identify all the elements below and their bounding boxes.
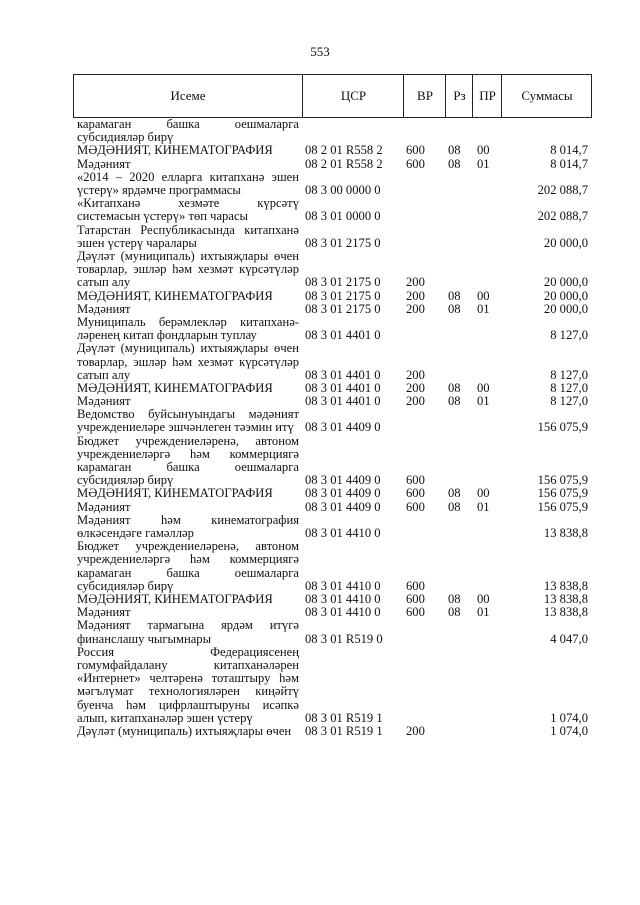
row-sum: 1 074,0 — [550, 723, 588, 738]
row-vr: 600 — [406, 592, 425, 606]
row-csr: 08 3 01 R519 1 — [305, 710, 383, 725]
row-name-line: товарлар, эшләр һәм хезмәт күрсәтүләр — [77, 262, 299, 277]
row-name-line: буенча һәм цифрлаштыруны исәпкә — [77, 697, 299, 712]
row-name-line: Мәдәният — [77, 499, 131, 514]
row-vr: 200 — [406, 380, 425, 395]
row-name-line: Ведомство буйсынуындагы мәдәният — [77, 407, 299, 422]
table-row — [73, 725, 592, 738]
table-row — [73, 118, 592, 144]
row-csr: 08 3 01 4410 0 — [305, 578, 381, 593]
row-name-line: финанслашу чыгымнары — [77, 631, 212, 646]
row-pr: 01 — [477, 394, 490, 409]
row-name-line: Дәүләт (муниципаль) ихтыяҗлары өчен — [77, 341, 299, 356]
row-name-line: МӘДӘНИЯТ, КИНЕМАТОГРАФИЯ — [77, 143, 273, 158]
row-sum: 8 127,0 — [550, 367, 588, 382]
header-sum: Суммасы — [501, 75, 592, 117]
row-name-line: МӘДӘНИЯТ, КИНЕМАТОГРАФИЯ — [77, 592, 273, 607]
table-body — [73, 118, 592, 738]
row-name-line: Мәдәният — [77, 394, 131, 409]
row-name-line: Мәдәният — [77, 301, 131, 316]
row-name-line: Россия Федерациясенең — [77, 644, 299, 659]
row-csr: 08 3 01 2175 0 — [305, 235, 381, 250]
row-csr: 08 3 01 2175 0 — [305, 301, 381, 316]
row-vr: 600 — [406, 578, 425, 593]
row-sum: 156 075,9 — [537, 420, 588, 435]
table-row — [73, 303, 592, 316]
row-name-line: субсидияләр бирү — [77, 473, 174, 488]
row-name — [77, 197, 299, 223]
row-sum: 8 014,7 — [550, 156, 588, 171]
row-name-line: Мәдәният — [77, 156, 131, 171]
row-name — [77, 118, 299, 144]
table-row — [73, 487, 592, 500]
row-name — [77, 646, 299, 725]
row-pr: 01 — [477, 156, 490, 171]
header-csr: ЦСР — [302, 75, 404, 117]
row-sum: 13 838,8 — [543, 592, 588, 606]
row-name-line: өлкәсендәге гамәлләр — [77, 526, 194, 541]
row-rz: 08 — [448, 156, 461, 171]
row-name-line: карамаган башка оешмаларга — [77, 460, 299, 475]
table-row — [73, 158, 592, 171]
row-name-line: МӘДӘНИЯТ, КИНЕМАТОГРАФИЯ — [77, 288, 273, 303]
table-row — [73, 316, 592, 342]
row-sum: 202 088,7 — [537, 209, 588, 224]
row-vr: 600 — [406, 605, 425, 620]
table-row — [73, 197, 592, 223]
row-name — [77, 144, 299, 157]
header-rz: Рз — [445, 75, 473, 117]
row-sum: 13 838,8 — [543, 578, 588, 593]
row-sum: 156 075,9 — [537, 486, 588, 501]
row-name-line: Мәдәният тармагына ярдәм итүгә — [77, 618, 299, 633]
row-vr: 600 — [406, 499, 425, 514]
row-sum: 202 088,7 — [537, 182, 588, 197]
row-name-line: карамаган башка оешмаларга — [77, 565, 299, 580]
row-sum: 8 127,0 — [550, 380, 588, 395]
table-row — [73, 144, 592, 157]
row-csr: 08 3 01 4410 0 — [305, 526, 381, 541]
row-name-line: «Интернет» челтәренә тоташтыру һәм — [77, 671, 299, 686]
row-name-line: системасын үстерү» төп чарасы — [77, 209, 248, 224]
row-csr: 08 3 01 2175 0 — [305, 288, 381, 303]
row-name — [77, 619, 299, 645]
row-csr: 08 3 01 4401 0 — [305, 367, 381, 382]
row-vr: 600 — [406, 143, 425, 158]
row-sum: 20 000,0 — [543, 275, 588, 290]
row-name-line: товарлар, эшләр һәм хезмәт күрсәтүләр — [77, 354, 299, 369]
row-csr: 08 2 01 R558 2 — [305, 143, 383, 158]
row-sum: 13 838,8 — [543, 605, 588, 620]
row-name-line: «Китапханә хезмәте күрсәтү — [77, 196, 299, 211]
row-name — [77, 158, 299, 171]
row-name-line: мәгълүмат технологияләрен киңәйтү — [77, 684, 299, 699]
row-name — [77, 342, 299, 382]
row-rz: 08 — [448, 301, 461, 316]
row-sum: 4 047,0 — [550, 631, 588, 646]
row-vr: 200 — [406, 367, 425, 382]
row-sum: 20 000,0 — [543, 235, 588, 250]
row-name-line: үстерү» ярдәмче программасы — [77, 182, 241, 197]
row-name — [77, 540, 299, 593]
row-rz: 08 — [448, 143, 461, 158]
row-csr: 08 3 01 R519 0 — [305, 631, 383, 646]
row-name-line: Бюджет учреждениеләренә, автоном — [77, 539, 299, 554]
row-csr: 08 3 01 4410 0 — [305, 605, 381, 620]
row-name-line: ләренең китап фондларын туплау — [77, 328, 257, 343]
row-name — [77, 303, 299, 316]
row-vr: 600 — [406, 156, 425, 171]
row-vr: 200 — [406, 394, 425, 409]
row-sum: 20 000,0 — [543, 301, 588, 316]
row-csr: 08 2 01 R558 2 — [305, 156, 383, 171]
row-pr: 00 — [477, 143, 490, 158]
row-csr: 08 3 01 4409 0 — [305, 486, 381, 501]
table-row — [73, 540, 592, 593]
row-pr: 00 — [477, 380, 490, 395]
row-rz: 08 — [448, 486, 461, 501]
row-name-line: учреждениеләргә һәм коммерциягә — [77, 552, 299, 567]
row-pr: 00 — [477, 486, 490, 501]
table-row — [73, 435, 592, 488]
row-csr: 08 3 01 4401 0 — [305, 380, 381, 395]
header-vr: ВР — [403, 75, 446, 117]
row-name-line: Бюджет учреждениеләренә, автоном — [77, 433, 299, 448]
row-vr: 600 — [406, 473, 425, 488]
row-name — [77, 224, 299, 250]
row-sum: 13 838,8 — [543, 526, 588, 541]
row-name — [77, 171, 299, 197]
row-name-line: Мәдәният һәм кинематография — [77, 512, 299, 527]
table-row — [73, 342, 592, 382]
row-csr: 08 3 01 4410 0 — [305, 592, 381, 606]
row-name-line: «2014 – 2020 елларга китапханә эшен — [77, 169, 299, 184]
row-name-line: субсидияләр бирү — [77, 578, 174, 593]
row-rz: 08 — [448, 499, 461, 514]
row-pr: 00 — [477, 592, 490, 606]
row-name-line: субсидияләр бирү — [77, 130, 174, 145]
row-csr: 08 3 01 4409 0 — [305, 499, 381, 514]
row-name — [77, 487, 299, 500]
row-pr: 01 — [477, 301, 490, 316]
row-name-line: учреждениеләре эшчәнлеген тәэмин итү — [77, 420, 294, 435]
header-pr: ПР — [472, 75, 502, 117]
row-name — [77, 501, 299, 514]
row-name-line: сатып алу — [77, 275, 131, 290]
row-vr: 600 — [406, 486, 425, 501]
row-rz: 08 — [448, 592, 461, 606]
row-rz: 08 — [448, 394, 461, 409]
row-name-line: Татарстан Республикасында китапханә — [77, 222, 299, 237]
row-sum: 8 127,0 — [550, 328, 588, 343]
table-row — [73, 290, 592, 303]
table-row — [73, 501, 592, 514]
row-name — [77, 316, 299, 342]
page-number: 553 — [310, 44, 330, 59]
row-name-line: сатып алу — [77, 367, 131, 382]
row-csr: 08 3 00 0000 0 — [305, 182, 381, 197]
row-csr: 08 3 01 4401 0 — [305, 394, 381, 409]
row-name — [77, 514, 299, 540]
row-name-line: Дәүләт (муниципаль) ихтыяҗлары өчен — [77, 248, 299, 263]
table-row — [73, 250, 592, 290]
row-csr: 08 3 01 4409 0 — [305, 473, 381, 488]
row-name — [77, 290, 299, 303]
row-pr: 01 — [477, 605, 490, 620]
header-name: Исеме — [170, 88, 206, 103]
row-sum: 8 127,0 — [550, 394, 588, 409]
row-rz: 08 — [448, 605, 461, 620]
row-name-line: МӘДӘНИЯТ, КИНЕМАТОГРАФИЯ — [77, 380, 273, 395]
row-name — [77, 435, 299, 488]
row-name-line: МӘДӘНИЯТ, КИНЕМАТОГРАФИЯ — [77, 486, 273, 501]
table-row — [73, 646, 592, 725]
row-sum: 156 075,9 — [537, 473, 588, 488]
row-rz: 08 — [448, 288, 461, 303]
row-name-line: Муниципаль берәмлекләр китапханә- — [77, 314, 299, 329]
row-vr: 200 — [406, 723, 425, 738]
table-header — [73, 74, 592, 118]
row-csr: 08 3 01 4409 0 — [305, 420, 381, 435]
row-csr: 08 3 01 2175 0 — [305, 275, 381, 290]
row-rz: 08 — [448, 380, 461, 395]
row-csr: 08 3 01 0000 0 — [305, 209, 381, 224]
row-pr: 00 — [477, 288, 490, 303]
row-name-line: карамаган башка оешмаларга — [77, 117, 299, 131]
row-pr: 01 — [477, 499, 490, 514]
table-row — [73, 408, 592, 434]
row-name-line: алып, китапханәләр эшен үстерү — [77, 710, 253, 725]
row-name-line: Мәдәният — [77, 605, 131, 620]
row-sum: 8 014,7 — [550, 143, 588, 158]
table-row — [73, 514, 592, 540]
row-csr: 08 3 01 4401 0 — [305, 328, 381, 343]
row-name-line: гомумфайдалану китапханәләрен — [77, 657, 299, 672]
row-name — [77, 408, 299, 434]
table-row — [73, 171, 592, 197]
row-name-line: Дәүләт (муниципаль) ихтыяҗлары өчен — [77, 723, 292, 738]
row-vr: 200 — [406, 301, 425, 316]
table-row — [73, 619, 592, 645]
row-vr: 200 — [406, 275, 425, 290]
row-name — [77, 250, 299, 290]
row-name-line: учреждениеләргә һәм коммерциягә — [77, 446, 299, 461]
row-sum: 20 000,0 — [543, 288, 588, 303]
row-name-line: эшен үстерү чаралары — [77, 235, 197, 250]
row-sum: 1 074,0 — [550, 710, 588, 725]
row-sum: 156 075,9 — [537, 499, 588, 514]
table-row — [73, 224, 592, 250]
row-csr: 08 3 01 R519 1 — [305, 723, 383, 738]
row-vr: 200 — [406, 288, 425, 303]
row-name — [77, 725, 299, 738]
